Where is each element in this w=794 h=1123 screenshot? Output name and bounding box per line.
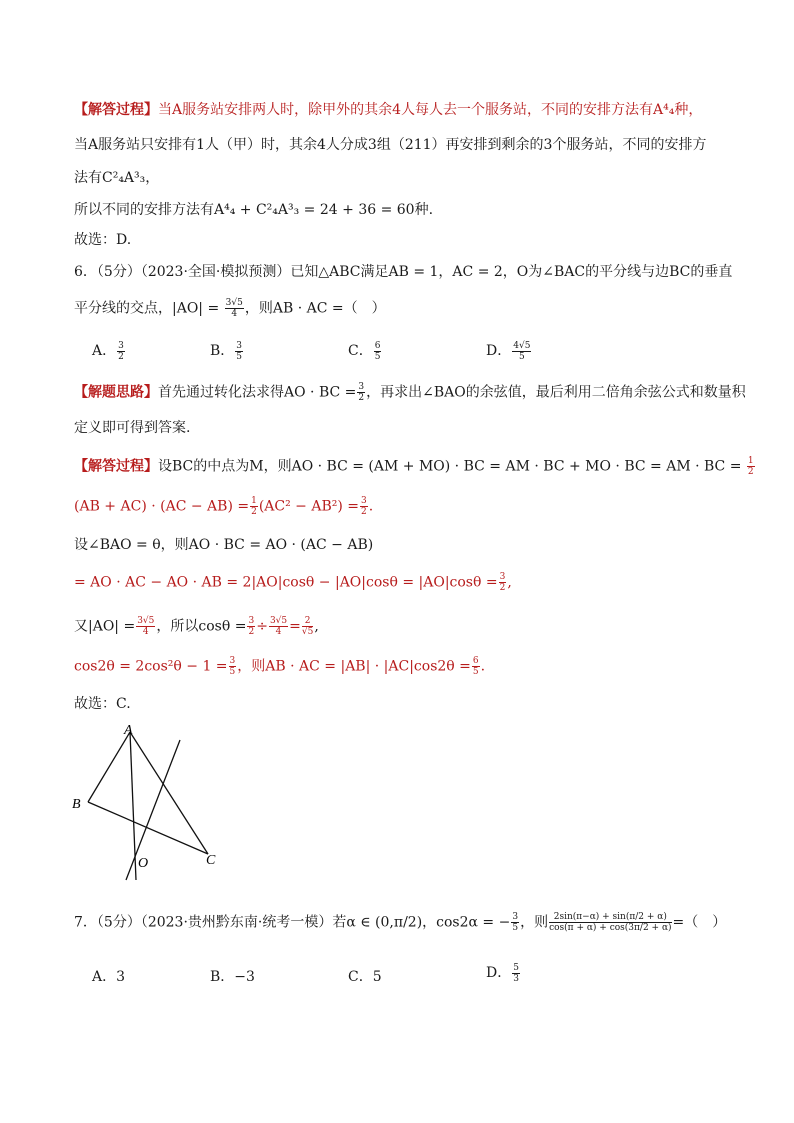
fraction [229,656,237,677]
label: D． [486,343,512,359]
denominator: √5 [301,627,314,637]
text: ，则 [520,914,549,931]
text: 故选：D. [74,232,132,248]
process-6-line-1 [74,456,756,477]
option-a[interactable] [92,340,126,362]
numerator: 3 [512,912,519,922]
denominator: 2 [248,627,255,637]
side-bc [88,802,208,854]
fraction [302,616,313,637]
numerator: 3 [229,656,236,666]
text: ，所以cosθ = [156,618,247,635]
q7-option-a[interactable] [92,966,125,986]
thought-line-2 [74,418,190,438]
text: =（ ） [672,914,727,931]
numerator: 3 [361,496,367,506]
fraction [117,341,125,362]
thought-tag: 【解题思路】 [74,384,158,401]
denominator: 5 [229,667,236,677]
denominator: 2 [499,583,506,593]
label: C．5 [348,969,382,985]
process-6-line-2: (AB + AC) · (AC − AB) = $\frac{1}{2}$ (AC² − AB²) = $\frac{3}{2}$ . [74,496,374,517]
solution-line-1 [74,100,702,120]
process-6-line-5: 又|AO| = $\frac{3√5}{4}$ ，所以cosθ = $\frac{3}{2}$ ÷ $\frac{3√5}{4}$ = $\frac{2}{√5}$ , [74,616,319,637]
numerator: 1 [747,456,754,466]
label: A．3 [92,969,126,985]
label: A． [92,343,117,359]
fraction [747,456,755,477]
numerator: 2sin(π−α) + sin(π/2 + α) [549,912,671,923]
question-6-line-2 [74,298,386,319]
text: ÷ [256,618,268,635]
fraction [360,496,368,517]
denominator: 5 [374,351,381,362]
fraction [136,616,155,637]
label: C． [348,343,373,359]
label: B．−3 [210,969,255,985]
denominator: 2 [118,351,124,362]
fraction [512,963,520,984]
denominator: 5 [236,351,243,362]
question-6-line-1 [74,262,732,282]
text: 所以不同的安排方法有A⁴₄ + C²₄A³₃ = 24 + 36 = 60种. [74,202,434,218]
label: B． [210,343,235,359]
numerator: 6 [472,656,479,666]
denominator: 2 [361,507,367,517]
text: (AC² − AB²) = [258,498,360,515]
fraction [512,341,531,362]
denominator: 2 [747,467,754,477]
fraction [269,616,288,637]
denominator: cos(π + α) + cos(3π/2 + α) [549,923,672,933]
denominator: 4 [231,309,238,319]
numerator: 3 [236,340,243,351]
text: 设∠BAO = θ，则AO · BC = AO · (AC − AB) [74,537,374,553]
process-6-line-4: = AO · AC − AO · AB = 2|AO|cosθ − |AO|cosθ = |AO|cosθ = $\frac{3}{2}$ , [74,572,512,593]
question-7-line [74,912,726,933]
solution-line-3 [74,168,159,188]
text: ，再求出∠BAO的余弦值，最后利用二倍角余弦公式和数量积 [366,384,746,401]
denominator: 3 [513,973,519,984]
side-ac [130,732,208,854]
fraction [374,341,382,362]
label: D． [486,965,512,981]
text: 7．（5分）（2023·贵州黔东南·统考一模）若α ∈ (0,π/2)，cos2α = − [74,914,511,931]
denominator: 5 [472,667,479,677]
option-d[interactable] [486,340,532,362]
denominator: 2 [358,393,365,403]
triangle-figure [60,718,240,888]
numerator: 3√5 [137,616,155,626]
expression-fraction [549,912,671,933]
numerator: 3 [118,340,124,351]
text: 定义即可得到答案. [74,420,191,436]
process-tag: 【解答过程】 [74,102,158,118]
denominator: 4 [275,627,282,637]
solution-line-2 [74,135,706,155]
option-c[interactable] [348,340,382,362]
answer-line [74,230,131,250]
q7-option-d[interactable] [486,962,521,984]
fraction [472,656,480,677]
fraction [499,572,507,593]
process-6-line-6: cos2θ = 2cos²θ − 1 = $\frac{3}{5}$ ，则AB · AC = |AB| · |AC|cos2θ = $\frac{6}{5}$ . [74,656,486,677]
option-b[interactable] [210,340,244,362]
numerator: 4√5 [513,340,531,351]
fraction [247,616,255,637]
answer-line-6 [74,694,131,714]
numerator: 5 [513,962,519,973]
numerator: 3√5 [269,616,288,626]
text: 又|AO| = [74,618,136,635]
denominator: 4 [142,627,149,637]
q7-option-c[interactable] [348,966,382,986]
solution-line-4 [74,200,433,220]
thought-line-1 [74,382,746,403]
text: ，则AB · AC =（ ） [244,300,386,317]
fraction [357,382,365,403]
perpendicular-bisector [126,740,180,880]
text: (AB + AC) · (AC − AB) = [74,498,250,515]
fraction [511,912,519,933]
fraction [235,341,243,362]
text: cos2θ = 2cos²θ − 1 = [74,658,228,675]
text: ，则AB · AC = |AB| · |AC|cos2θ = [237,658,471,675]
label-a: A [124,723,133,738]
numerator: 3 [248,616,255,626]
text: 6．（5分）（2023·全国·模拟预测）已知△ABC满足AB = 1，AC = 2，O为∠BAC的平分线与边BC的垂直 [74,264,733,280]
denominator: 5 [518,351,525,362]
text: 故选：C. [74,696,131,712]
label-c: C [206,853,216,868]
text: = AO · AC − AO · AB = 2|AO|cosθ − |AO|cosθ = |AO|cosθ = [74,574,498,591]
text: 当A服务站只安排有1人（甲）时，其余4人分成3组（211）再安排到剩余的3个服务站，不同的安排方 [74,137,707,153]
numerator: 2 [302,616,313,627]
fraction [225,298,244,319]
text: = [289,618,301,635]
denominator: 5 [512,923,519,933]
numerator: 6 [374,340,381,351]
q7-option-b[interactable] [210,966,255,986]
label-b: B [72,797,81,812]
text: 法有C²₄A³₃， [74,170,160,186]
numerator: 1 [251,496,257,506]
text: 平分线的交点，|AO| = [74,300,220,317]
numerator: 3√5 [225,298,243,308]
numerator: 3 [499,572,506,582]
side-ab [88,732,130,802]
denominator: 2 [251,507,257,517]
fraction [250,496,258,517]
process-6-line-3 [74,535,373,555]
process-tag: 【解答过程】 [74,458,158,475]
label-o: O [138,856,149,871]
text: 设BC的中点为M，则AO · BC = (AM + MO) · BC = AM · BC + MO · BC = AM · BC = [158,458,742,475]
text: 当A服务站安排两人时，除甲外的其余4人每人去一个服务站，不同的安排方法有A⁴₄种， [158,102,703,118]
numerator: 3 [358,382,365,392]
text: 首先通过转化法求得AO · BC = [158,384,357,401]
